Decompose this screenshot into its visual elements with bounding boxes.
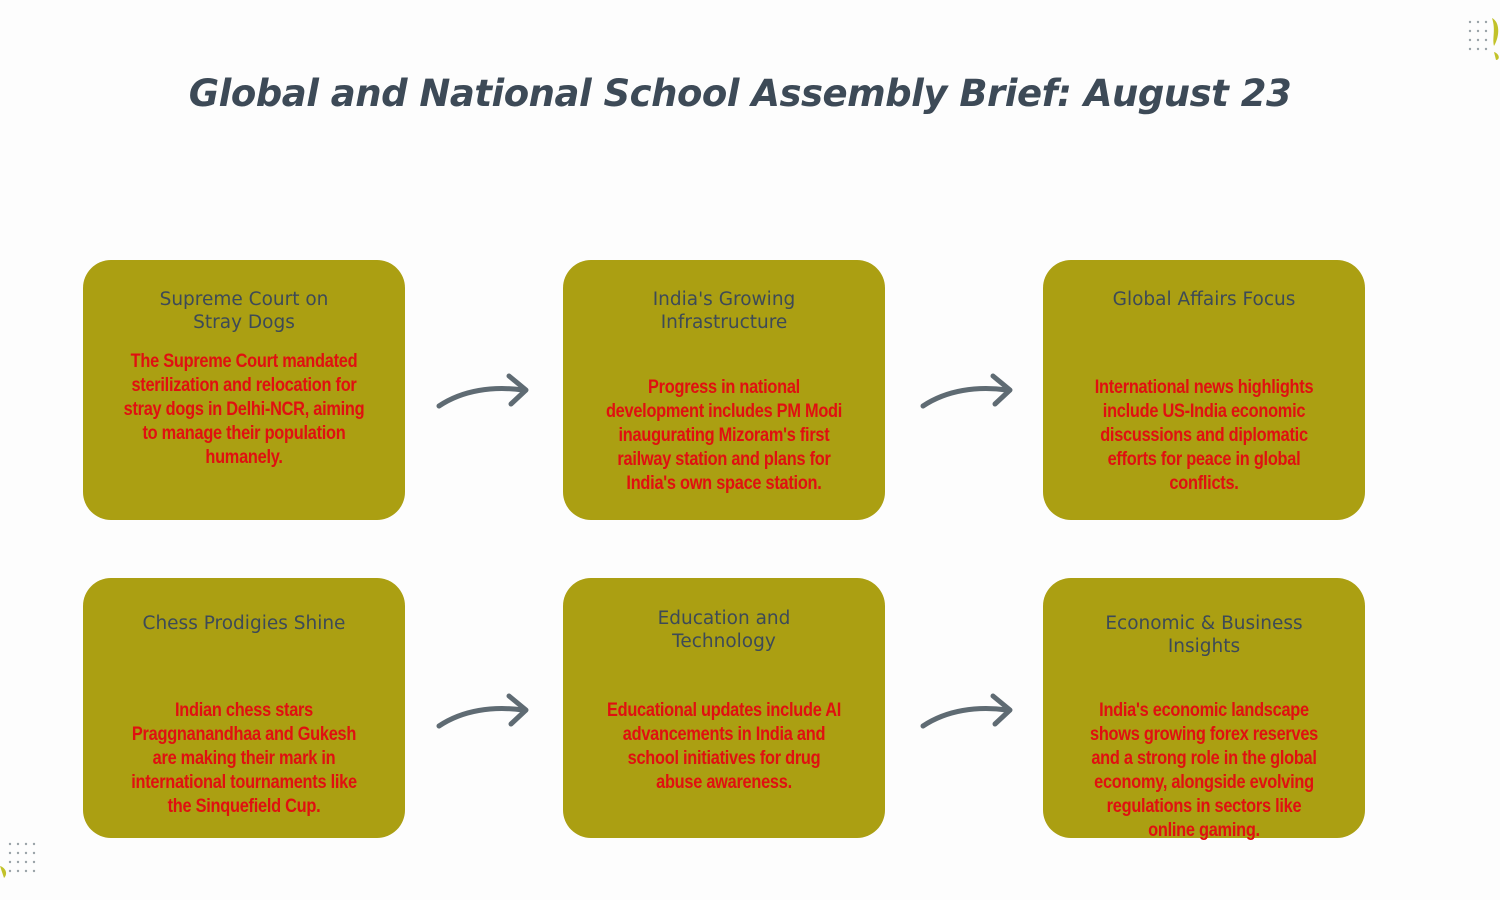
card-body: The Supreme Court mandated sterilization and relocation for stray dogs in Delhi-NCR, aiming to manage their population humanely. <box>123 351 365 468</box>
card-infrastructure <box>563 260 885 520</box>
leaf-decoration <box>1492 18 1498 46</box>
card-chess <box>83 578 405 838</box>
card-heading: Chess Prodigies Shine <box>142 613 346 634</box>
card-body: International news highlights include US-India economic discussions and diplomatic efforts for peace in global conflicts. <box>1094 377 1314 494</box>
dot-grid-decoration <box>1466 16 1500 60</box>
card-heading: Economic & Business Insights <box>1105 613 1303 657</box>
card-education <box>563 578 885 838</box>
card-body: Progress in national development includes PM Modi inaugurating Mizoram's first railway station and plans for India's own space station. <box>605 377 843 494</box>
card-body: Educational updates include AI advancements in India and school initiatives for drug abuse awareness. <box>606 700 842 793</box>
card-heading: Supreme Court on Stray Dogs <box>159 289 329 333</box>
card-economic <box>1043 578 1365 841</box>
card-heading: Education and Technology <box>657 608 791 652</box>
card-heading: Global Affairs Focus <box>1112 289 1296 310</box>
page-title: Global and National School Assembly Brief: August 23 <box>188 72 1292 115</box>
arrow-right-icon <box>433 368 533 418</box>
leaf-decoration <box>0 866 6 878</box>
card-stray-dogs <box>83 260 405 520</box>
card-body: India's economic landscape shows growing forex reserves and a strong role in the global economy, alongside evolving regulations in sectors like online gaming. <box>1090 700 1318 841</box>
arrow-right-icon <box>433 688 533 738</box>
card-body: Indian chess stars Praggnanandhaa and Gukesh are making their mark in international tournaments like the Sinquefield Cup. <box>131 700 357 817</box>
card-heading: India's Growing Infrastructure <box>652 289 796 333</box>
card-global-affairs <box>1043 260 1365 520</box>
arrow-right-icon <box>917 368 1017 418</box>
arrow-right-icon <box>917 688 1017 738</box>
dot-grid-decoration <box>0 836 46 886</box>
